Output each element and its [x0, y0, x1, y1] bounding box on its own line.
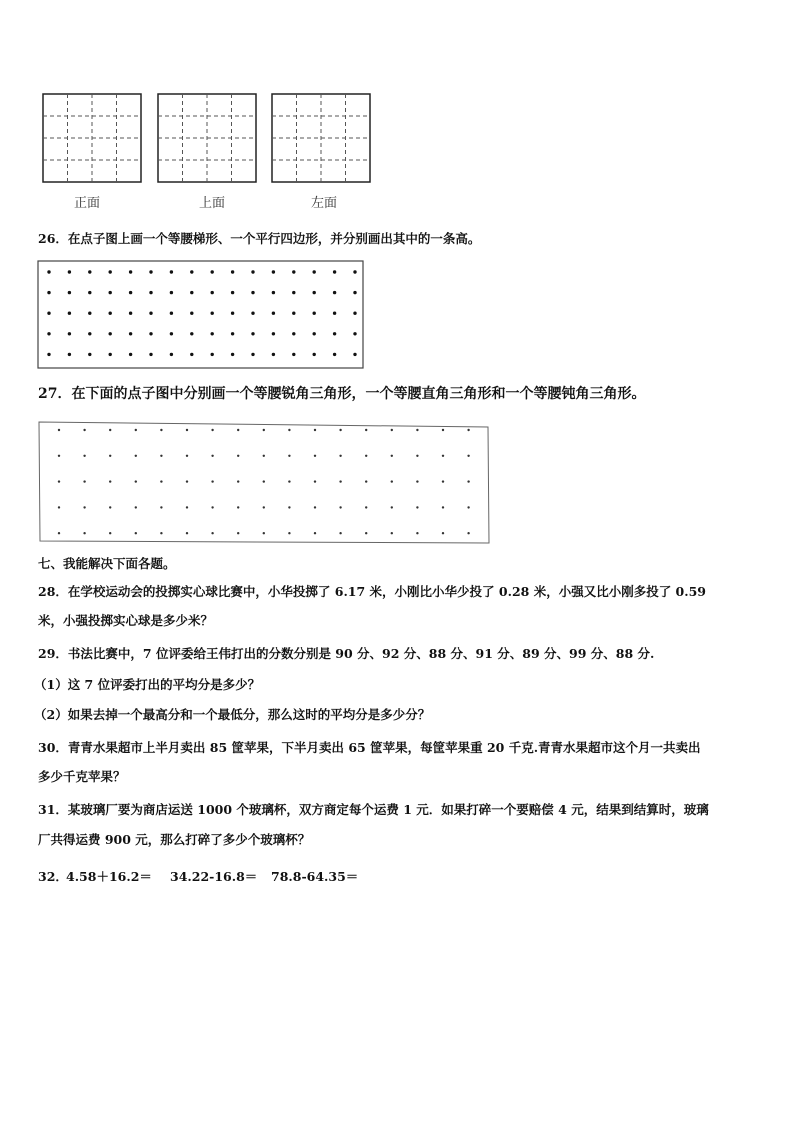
- grid-dot: [313, 291, 316, 294]
- front-view-grid[interactable]: [42, 93, 142, 183]
- grid-dot: [263, 506, 265, 508]
- question-32-expr3: 78.8-64.35＝: [271, 869, 359, 884]
- grid-dot: [68, 312, 71, 315]
- grid-dot: [211, 480, 213, 482]
- grid-dot: [109, 270, 112, 273]
- grid-dot: [391, 506, 393, 508]
- grid-dot: [186, 455, 188, 457]
- grid-dot: [211, 332, 214, 335]
- grid-dot: [442, 506, 444, 508]
- grid-dot: [391, 429, 393, 431]
- question-28-line2: 米，小强投掷实心球是多少米？: [38, 613, 214, 628]
- grid-dot: [135, 532, 137, 534]
- grid-dot: [211, 455, 213, 457]
- question-32-expr2: 34.22-16.8＝: [170, 869, 258, 884]
- grid-dot: [314, 532, 316, 534]
- grid-dot: [365, 429, 367, 431]
- grid-dot: [135, 455, 137, 457]
- grid-dot: [416, 455, 418, 457]
- grid-dot: [211, 353, 214, 356]
- grid-dot: [88, 353, 91, 356]
- grid-dot: [129, 332, 132, 335]
- grid-dot: [109, 455, 111, 457]
- grid-dot: [160, 455, 162, 457]
- grid-dot: [353, 332, 356, 335]
- grid-dot: [170, 353, 173, 356]
- question-30-line2: 多少千克苹果？: [38, 769, 126, 784]
- grid-dot: [272, 312, 275, 315]
- grid-dot: [160, 532, 162, 534]
- question-31-line2: 厂共得运费 900 元，那么打碎了多少个玻璃杯？: [38, 832, 311, 847]
- grid-dot: [313, 270, 316, 273]
- grid-dot: [467, 480, 469, 482]
- grid-dot: [391, 455, 393, 457]
- grid-dot: [190, 312, 193, 315]
- grid-dot: [467, 429, 469, 431]
- grid-dot: [467, 506, 469, 508]
- grid-dot: [47, 353, 50, 356]
- grid-dot: [314, 455, 316, 457]
- grid-dot: [251, 312, 254, 315]
- grid-dot: [353, 312, 356, 315]
- grid-dot: [68, 332, 71, 335]
- grid-dot: [333, 291, 336, 294]
- grid-dot: [149, 332, 152, 335]
- grid-dot: [83, 506, 85, 508]
- grid-dot: [211, 291, 214, 294]
- grid-dot: [58, 506, 60, 508]
- grid-dot: [129, 291, 132, 294]
- grid-dot: [109, 332, 112, 335]
- grid-dot: [129, 312, 132, 315]
- grid-dot: [292, 270, 295, 273]
- grid-dot: [333, 353, 336, 356]
- question-29-sub2: （2）如果去掉一个最高分和一个最低分，那么这时的平均分是多少分？: [34, 707, 431, 722]
- grid-dot: [231, 332, 234, 335]
- grid-dot: [237, 532, 239, 534]
- grid-dot: [211, 429, 213, 431]
- grid-dot: [272, 332, 275, 335]
- grid-dot: [109, 353, 112, 356]
- grid-dot: [237, 429, 239, 431]
- grid-dot: [47, 332, 50, 335]
- grid-dot: [231, 312, 234, 315]
- grid-dot: [353, 270, 356, 273]
- grid-dot: [47, 270, 50, 273]
- question-30-line1: 30．青青水果超市上半月卖出 85 筐苹果，下半月卖出 65 筐苹果，每筐苹果重 20 千克.青青水果超市这个月一共卖出: [38, 740, 701, 755]
- grid-dot: [190, 332, 193, 335]
- grid-dot: [135, 480, 137, 482]
- grid-dot: [170, 291, 173, 294]
- grid-dot: [211, 532, 213, 534]
- grid-dot: [88, 312, 91, 315]
- grid-dot: [170, 312, 173, 315]
- grid-dot: [83, 532, 85, 534]
- grid-dot: [88, 332, 91, 335]
- grid-dot: [129, 270, 132, 273]
- grid-dot: [467, 532, 469, 534]
- grid-dot: [391, 532, 393, 534]
- grid-dot: [272, 270, 275, 273]
- grid-dot: [231, 291, 234, 294]
- question-27: 27．在下面的点子图中分别画一个等腰锐角三角形，一个等腰直角三角形和一个等腰钝角三角形。: [38, 386, 646, 402]
- grid-dot: [416, 480, 418, 482]
- grid-dot: [251, 291, 254, 294]
- grid-dot: [333, 332, 336, 335]
- grid-dot: [288, 429, 290, 431]
- grid-dot: [333, 312, 336, 315]
- grid-dot: [109, 532, 111, 534]
- grid-dot: [231, 270, 234, 273]
- grid-dot: [109, 506, 111, 508]
- grid-dot: [135, 506, 137, 508]
- grid-dot: [251, 353, 254, 356]
- grid-dot: [88, 270, 91, 273]
- grid-dot: [416, 532, 418, 534]
- grid-dot: [231, 353, 234, 356]
- grid-dot: [251, 270, 254, 273]
- grid-dot: [149, 312, 152, 315]
- grid-dot: [186, 429, 188, 431]
- grid-dot: [237, 455, 239, 457]
- grid-dot: [109, 312, 112, 315]
- grid-dot: [263, 429, 265, 431]
- grid-dot: [333, 270, 336, 273]
- grid-dot: [68, 291, 71, 294]
- grid-dot: [251, 332, 254, 335]
- grid-dot: [292, 291, 295, 294]
- grid-dot: [467, 455, 469, 457]
- grid-dot: [416, 506, 418, 508]
- question-31-line1: 31．某玻璃厂要为商店运送 1000 个玻璃杯，双方商定每个运费 1 元．如果打碎一个要赔偿 4 元，结果到结算时，玻璃: [38, 802, 709, 817]
- question-29-line1: 29．书法比赛中，7 位评委给王伟打出的分数分别是 90 分、92 分、88 分、91 分、89 分、99 分、88 分.: [38, 646, 655, 661]
- grid-dot: [58, 455, 60, 457]
- grid-dot: [292, 332, 295, 335]
- grid-dot: [313, 332, 316, 335]
- grid-dot: [442, 480, 444, 482]
- grid-dot: [416, 429, 418, 431]
- grid-dot: [288, 506, 290, 508]
- grid-dot: [186, 506, 188, 508]
- grid-dot: [83, 480, 85, 482]
- grid-dot: [47, 312, 50, 315]
- grid-dot: [88, 291, 91, 294]
- grid-dot: [339, 532, 341, 534]
- grid-dot: [339, 506, 341, 508]
- grid-dot: [160, 506, 162, 508]
- grid-dot: [190, 270, 193, 273]
- grid-dot: [339, 480, 341, 482]
- grid-dot: [68, 353, 71, 356]
- grid-dot: [288, 455, 290, 457]
- grid-dot: [391, 480, 393, 482]
- question-29-sub1: （1）这 7 位评委打出的平均分是多少？: [34, 677, 261, 692]
- grid-dot: [313, 312, 316, 315]
- grid-dot: [339, 455, 341, 457]
- grid-dot: [109, 480, 111, 482]
- grid-dot: [272, 291, 275, 294]
- grid-dot: [190, 353, 193, 356]
- grid-dot: [353, 353, 356, 356]
- grid-dot: [442, 455, 444, 457]
- grid-dot: [58, 429, 60, 431]
- grid-dot: [288, 480, 290, 482]
- grid-dot: [288, 532, 290, 534]
- grid-dot: [365, 455, 367, 457]
- grid-dot: [149, 270, 152, 273]
- grid-dot: [83, 455, 85, 457]
- grid-dot: [47, 291, 50, 294]
- question-32-number: 32．: [38, 869, 68, 884]
- grid-dot: [442, 429, 444, 431]
- question-32-expr1: 4.58＋16.2＝: [66, 869, 152, 884]
- grid-dot: [68, 270, 71, 273]
- dot-grid-26[interactable]: [37, 260, 364, 369]
- grid-dot: [442, 532, 444, 534]
- grid-dot: [263, 532, 265, 534]
- grid-dot: [237, 480, 239, 482]
- grid-dot: [292, 312, 295, 315]
- grid-dot: [339, 429, 341, 431]
- grid-dot: [263, 455, 265, 457]
- grid-dot: [109, 429, 111, 431]
- grid-dot: [313, 353, 316, 356]
- grid-dot: [160, 480, 162, 482]
- question-28-line1: 28．在学校运动会的投掷实心球比赛中，小华投掷了 6.17 米，小刚比小华少投了 0.28 米，小强又比小刚多投了 0.59: [38, 584, 706, 599]
- grid-dot: [365, 480, 367, 482]
- grid-dot: [211, 506, 213, 508]
- grid-dot: [170, 332, 173, 335]
- grid-dot: [211, 270, 214, 273]
- grid-dot: [149, 353, 152, 356]
- grid-dot: [135, 429, 137, 431]
- grid-dot: [314, 506, 316, 508]
- grid-dot: [149, 291, 152, 294]
- top-view-grid[interactable]: [157, 93, 257, 183]
- left-view-label: 左面: [311, 196, 338, 211]
- grid-dot: [314, 429, 316, 431]
- grid-dot: [170, 270, 173, 273]
- grid-dot: [190, 291, 193, 294]
- left-view-grid[interactable]: [271, 93, 371, 183]
- grid-dot: [109, 291, 112, 294]
- grid-dot: [58, 532, 60, 534]
- grid-dot: [186, 532, 188, 534]
- top-view-label: 上面: [199, 196, 226, 211]
- grid-dot: [237, 506, 239, 508]
- grid-dot: [365, 532, 367, 534]
- grid-dot: [83, 429, 85, 431]
- grid-dot: [211, 312, 214, 315]
- grid-dot: [263, 480, 265, 482]
- dot-grid-27[interactable]: [37, 418, 491, 545]
- grid-dot: [186, 480, 188, 482]
- grid-dot: [365, 506, 367, 508]
- front-view-label: 正面: [74, 196, 101, 211]
- grid-dot: [292, 353, 295, 356]
- grid-dot: [272, 353, 275, 356]
- section-7-heading: 七、我能解决下面各题。: [38, 556, 176, 571]
- grid-dot: [314, 480, 316, 482]
- grid-dot: [160, 429, 162, 431]
- grid-dot: [58, 480, 60, 482]
- grid-dot: [129, 353, 132, 356]
- question-26: 26．在点子图上画一个等腰梯形、一个平行四边形，并分别画出其中的一条高。: [38, 231, 481, 246]
- grid-dot: [353, 291, 356, 294]
